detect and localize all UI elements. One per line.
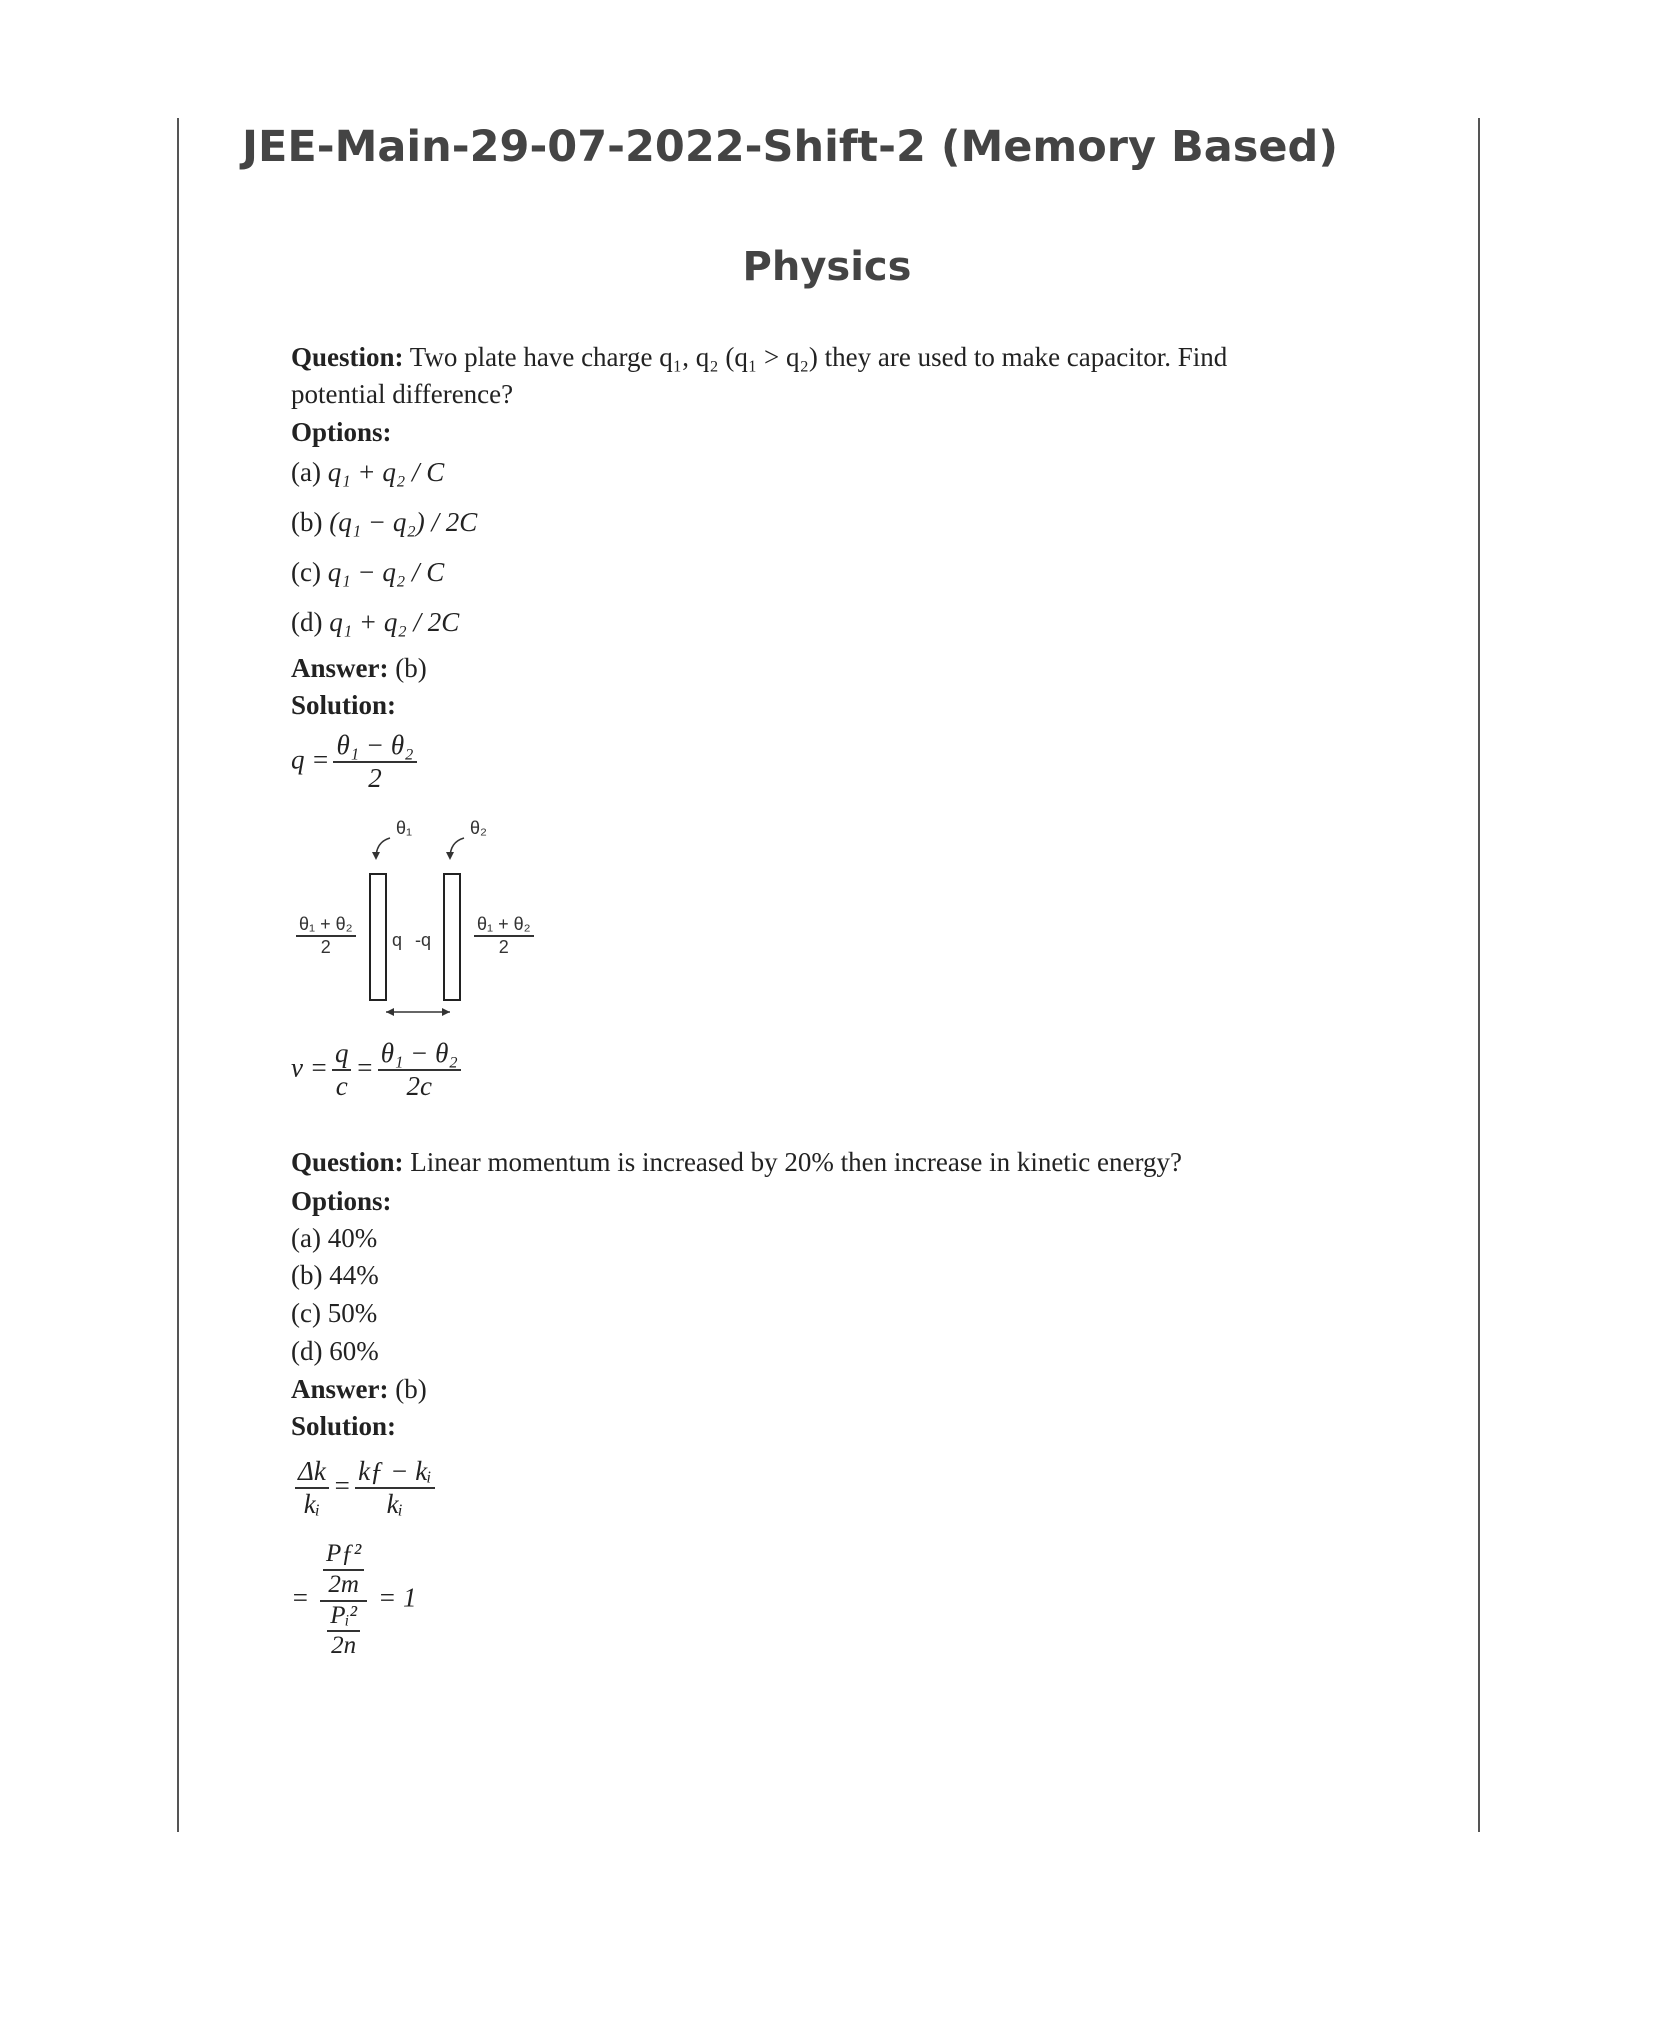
q1-text-line2: potential difference? bbox=[291, 379, 514, 409]
q1-solution-label: Solution: bbox=[291, 690, 397, 720]
q2-solution-eq2: = $\frac{\frac{\text{Pƒ²}}{2m}}{\frac{\text{Pᵢ²}}{2n}}$ = 1 bbox=[291, 1540, 417, 1660]
left-potential: $\frac{\text{θ₁ + θ₂}}{2}$ bbox=[292, 914, 360, 957]
q1-option-b: (b) (q₁ − q₂) / 2C bbox=[291, 507, 478, 537]
left-border bbox=[177, 118, 179, 1832]
q2-options-label: Options: bbox=[291, 1186, 392, 1216]
q1-option-c: (c) q₁ − q₂ / C bbox=[291, 557, 445, 587]
q1-answer: Answer: (b) bbox=[291, 653, 427, 683]
q1-solution-eq2: v = $\frac{q}{c}$ = $\frac{\text{θ₁ − θ₂}}{2c}$ bbox=[291, 1038, 465, 1102]
q1-options-label: Options: bbox=[291, 417, 392, 447]
q2-text: Question: Linear momentum is increased by 20% then increase in kinetic energy? bbox=[291, 1147, 1182, 1177]
q2-option-d: (d) 60% bbox=[291, 1336, 379, 1366]
q2-solution-eq1: $\frac{\Delta k}{\text{kᵢ}}$ = $\frac{\text{kƒ − kᵢ}}{\text{kᵢ}}$ bbox=[291, 1456, 439, 1520]
q1-option-a: (a) q₁ + q₂ / C bbox=[291, 457, 445, 487]
right-plate bbox=[443, 873, 461, 1001]
q1-text-line1: Question: Two plate have charge q₁, q₂ (q₁ > q₂) they are used to make capacitor. Find bbox=[291, 342, 1228, 372]
q2-option-a: (a) 40% bbox=[291, 1223, 378, 1253]
theta1-label: θ₁ bbox=[396, 818, 413, 838]
page-title: JEE-Main-29-07-2022-Shift-2 (Memory Based) bbox=[242, 122, 1338, 172]
left-plate bbox=[369, 873, 387, 1001]
q2-option-c: (c) 50% bbox=[291, 1298, 378, 1328]
charge-right: -q bbox=[415, 930, 432, 950]
theta2-label: θ₂ bbox=[470, 818, 487, 838]
right-border bbox=[1478, 118, 1480, 1832]
right-potential: $\frac{\text{θ₁ + θ₂}}{2}$ bbox=[470, 914, 538, 957]
q1-solution-eq1: q = $\frac{\text{θ₁ − θ₂}}{2}$ bbox=[291, 730, 421, 794]
charge-left: q bbox=[392, 930, 403, 950]
subject-heading: Physics bbox=[742, 244, 912, 290]
q2-answer: Answer: (b) bbox=[291, 1374, 427, 1404]
q2-option-b: (b) 44% bbox=[291, 1260, 379, 1290]
q1-option-d: (d) q₁ + q₂ / 2C bbox=[291, 607, 460, 637]
q2-solution-label: Solution: bbox=[291, 1411, 397, 1441]
